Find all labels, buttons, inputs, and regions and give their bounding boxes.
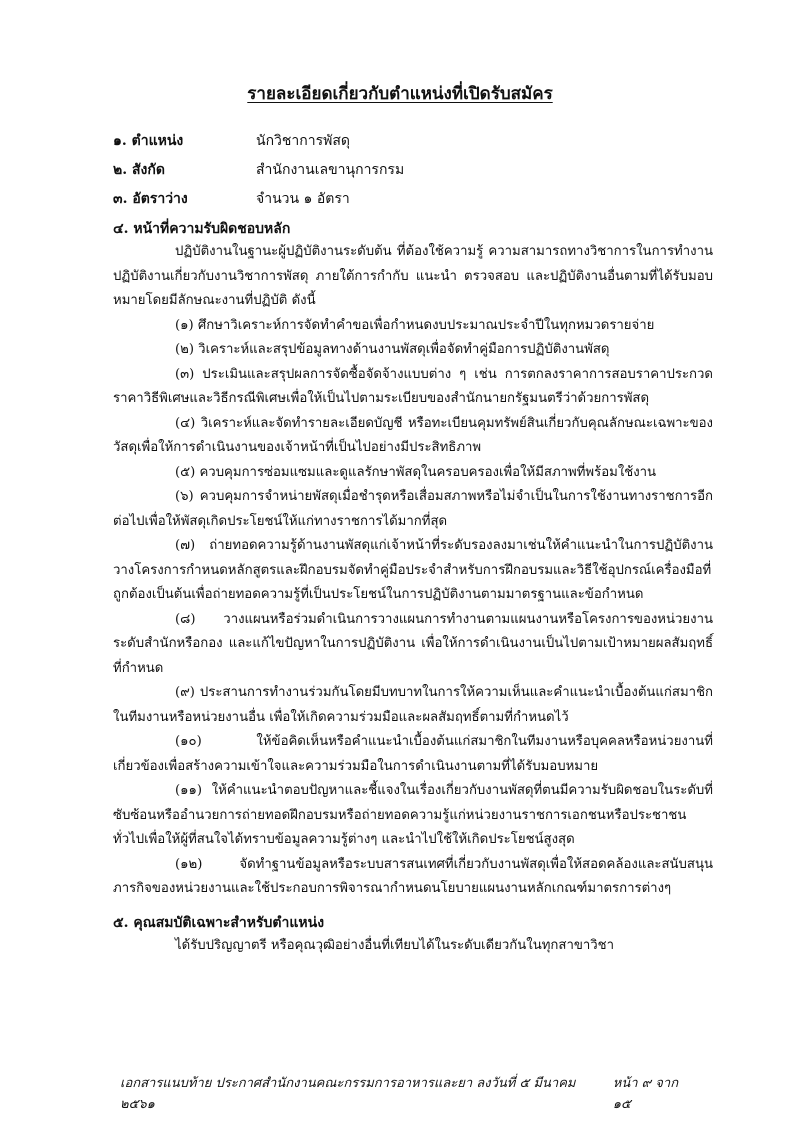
duty-item: (๔) วิเคราะห์และจัดทำรายละเอียดบัญชี หรือทะเบียนคุมทรัพย์สินเกี่ยวกับคุณลักษณะเฉพาะของวัสดุเพื่อให้การดำเนินงานของเจ้าหน้าที่เป็นไปอย่างมีประสิทธิภาพ xyxy=(113,415,713,455)
page-footer xyxy=(120,1072,700,1114)
page-title: รายละเอียดเกี่ยวกับตำแหน่งที่เปิดรับสมัคร xyxy=(247,84,553,104)
field-value: จำนวน ๑ อัตรา xyxy=(256,190,350,207)
field-row-vacancy xyxy=(113,184,713,213)
field-label: ๑. ตำแหน่ง xyxy=(113,132,184,149)
field-value: สำนักงานเลขานุการกรม xyxy=(256,161,405,178)
field-row-position xyxy=(113,126,713,155)
footer-document-note: เอกสารแนบท้าย ประกาศสำนักงานคณะกรรมการอาหารและยา ลงวันที่ ๕ มีนาคม ๒๕๖๑ xyxy=(120,1076,576,1112)
section-5-heading: ๕. คุณสมบัติเฉพาะสำหรับตำแหน่ง xyxy=(113,915,325,931)
duty-item: (๙) ประสานการทำงานร่วมกันโดยมีบทบาทในการให้ความเห็นและคำแนะนำเบื้องต้นแก่สมาชิกในทีมงานหรือหน่วยงานอื่น เพื่อให้เกิดความร่วมมือและผลสัมฤทธิ์ตามที่กำหนดไว้ xyxy=(113,685,713,725)
duty-item: (๖) ควบคุมการจำหน่ายพัสดุเมื่อชำรุดหรือเสื่อมสภาพหรือไม่จำเป็นในการใช้งานทางราชการอีกต่อไปเพื่อให้พัสดุเกิดประโยชน์ให้แก่ทางราชการได้มากที่สุด xyxy=(113,489,713,529)
section-4-intro: ปฏิบัติงานในฐานะผู้ปฏิบัติงานระดับต้น ที่ต้องใช้ความรู้ ความสามารถทางวิชาการในการทำงาน ปฏิบัติงานเกี่ยวกับงานวิชาการพัสดุ ภายใต้การกำกับ แนะนำ ตรวจสอบ และปฏิบัติงานอื่นตามที่ได้รับมอบหมายโดยมีลักษณะงานที่ปฏิบัติ ดังนี้ xyxy=(113,244,713,308)
duty-item: (๑๒) จัดทำฐานข้อมูลหรือระบบสารสนเทศที่เกี่ยวกับงานพัสดุเพื่อให้สอดคล้องและสนับสนุนภารกิจของหน่วยงานและใช้ประกอบการพิจารณากำหนดนโยบายแผนงานหลักเกณฑ์มาตรการต่างๆ xyxy=(113,856,713,896)
duty-item: (๓) ประเมินและสรุปผลการจัดซื้อจัดจ้างแบบต่าง ๆ เช่น การตกลงราคาการสอบราคาประกวดราคาวิธีพิเศษและวิธีกรณีพิเศษเพื่อให้เป็นไปตามระเบียบของสำนักนายกรัฐมนตรีว่าด้วยการพัสดุ xyxy=(113,366,713,406)
position-fields xyxy=(113,126,713,213)
section-4-body xyxy=(113,240,713,902)
field-label: ๒. สังกัด xyxy=(113,161,165,178)
duty-item: (๘) วางแผนหรือร่วมดำเนินการวางแผนการทำงานตามแผนงานหรือโครงการของหน่วยงานระดับสำนักหรือกอง และแก้ไขปัญหาในการปฏิบัติงาน เพื่อให้การดำเนินงานเป็นไปตามเป้าหมายผลสัมฤทธิ์ที่กำหนด xyxy=(113,611,713,676)
field-row-department xyxy=(113,155,713,184)
duty-item: (๒) วิเคราะห์และสรุปข้อมูลทางด้านงานพัสดุเพื่อจัดทำคู่มือการปฏิบัติงานพัสดุ xyxy=(175,342,610,357)
duty-item: (๑) ศึกษาวิเคราะห์การจัดทำคำขอเพื่อกำหนดงบประมาณประจำปีในทุกหมวดรายจ่าย xyxy=(175,317,655,333)
field-label: ๓. อัตราว่าง xyxy=(113,190,188,207)
section-5-body xyxy=(113,934,713,959)
footer-page-number: หน้า ๙ จาก ๑๕ xyxy=(612,1076,679,1112)
duty-item: (๕) ควบคุมการซ่อมแซมและดูแลรักษาพัสดุในครอบครองเพื่อให้มีสภาพที่พร้อมใช้งาน xyxy=(175,464,657,480)
field-value: นักวิชาการพัสดุ xyxy=(256,132,350,149)
duty-item: (๑๑) ให้คำแนะนำตอบปัญหาและชี้แจงในเรื่องเกี่ยวกับงานพัสดุที่ตนมีความรับผิดชอบในระดับที่ซับซ้อนหรืออำนวยการถ่ายทอดฝึกอบรมหรือถ่ายทอดความรู้แก่หน่วยงานราชการเอกชนหรือประชาชนทั่วไปเพื่อให้ผู้ที่สนใจได้ทราบข้อมูลความรู้ต่างๆ และนำไปใช้ให้เกิดประโยชน์สูงสุด xyxy=(113,783,713,847)
qualification-text: ได้รับปริญญาตรี หรือคุณวุฒิอย่างอื่นที่เทียบได้ในระดับเดียวกันในทุกสาขาวิชา xyxy=(175,938,615,953)
duty-item: (๑๐) ให้ข้อคิดเห็นหรือคำแนะนำเบื้องต้นแก่สมาชิกในทีมงานหรือบุคคลหรือหน่วยงานที่เกี่ยวข้องเพื่อสร้างความเข้าใจและความร่วมมือในการดำเนินงานตามที่ได้รับมอบหมาย xyxy=(113,734,713,774)
duty-item: (๗) ถ่ายทอดความรู้ด้านงานพัสดุแก่เจ้าหน้าที่ระดับรองลงมาเช่นให้คำแนะนำในการปฏิบัติงาน วางโครงการกำหนดหลักสูตรและฝึกอบรมจัดทำคู่มือประจำสำหรับการฝึกอบรมและวิธีใช้อุปกรณ์เครื่องมือที่ถูกต้องเป็นต้นเพื่อถ่ายทอดความรู้ที่เป็นประโยชน์ในการปฏิบัติงานตามมาตรฐานและข้อกำหนด xyxy=(113,538,713,602)
section-4-heading: ๔. หน้าที่ความรับผิดชอบหลัก xyxy=(113,221,291,237)
